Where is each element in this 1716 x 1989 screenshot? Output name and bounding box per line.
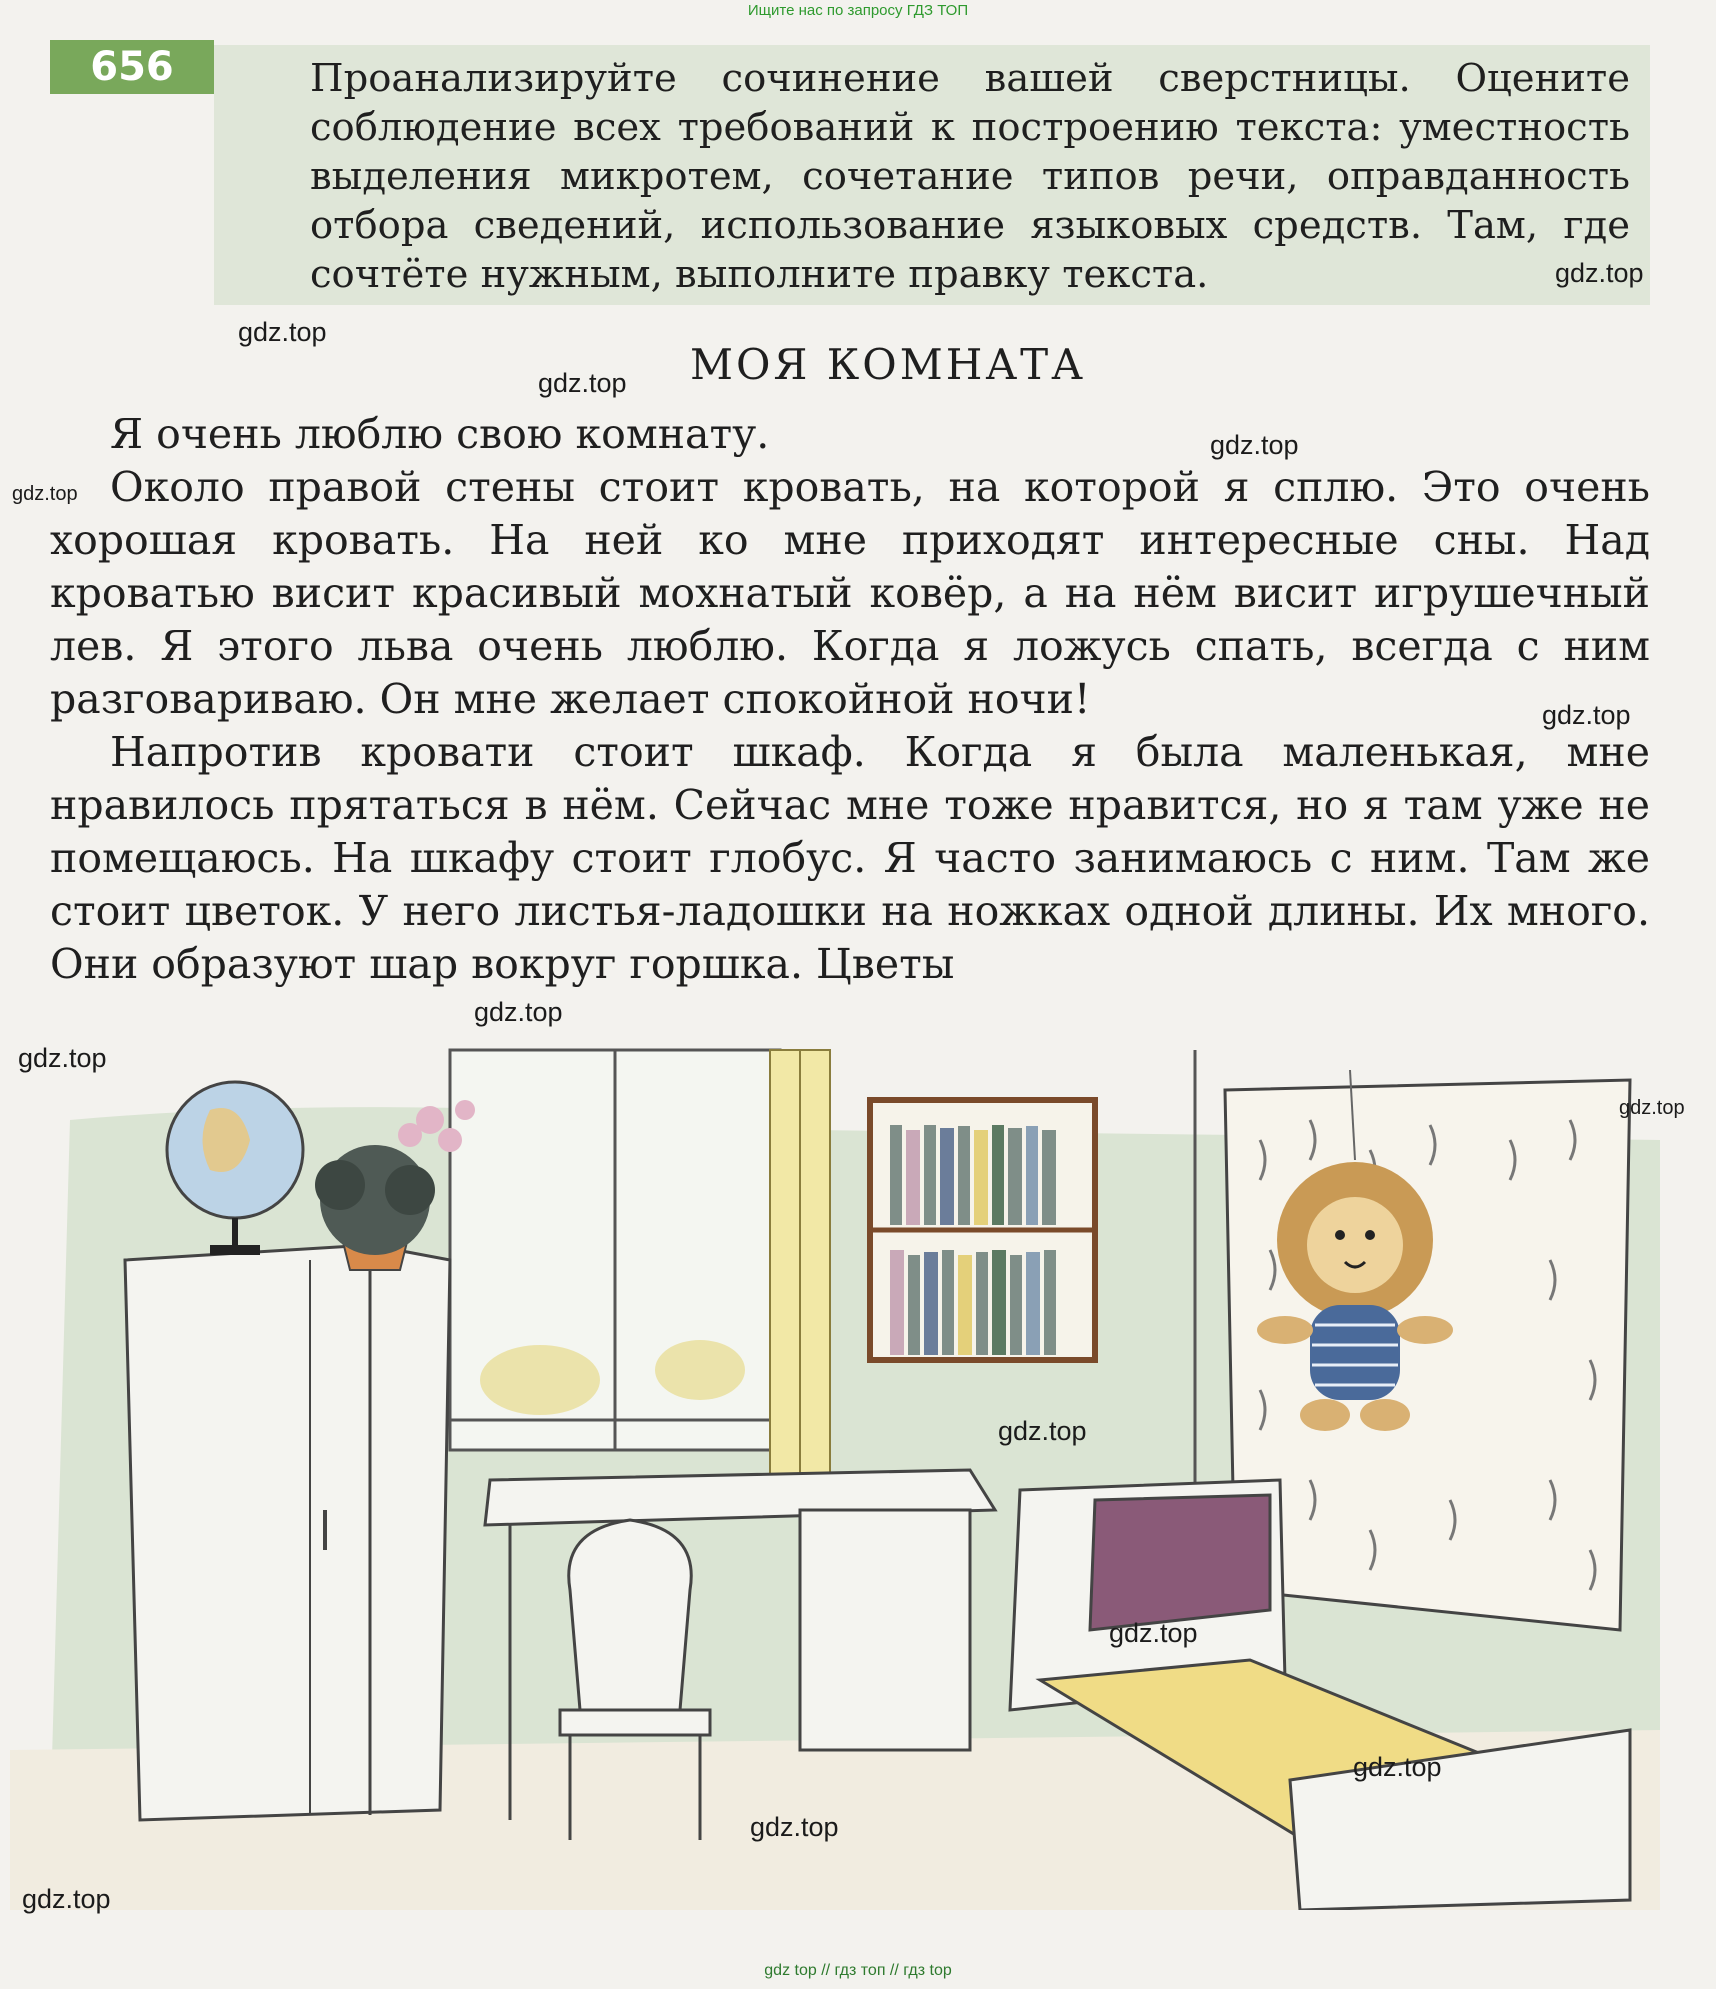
watermark: gdz.top (1353, 1752, 1442, 1782)
watermark: gdz.top (750, 1812, 839, 1842)
exercise-number: 656 (50, 40, 214, 94)
essay-title: МОЯ КОМНАТА (690, 340, 1086, 389)
watermark: gdz.top (998, 1416, 1087, 1446)
watermark: gdz.top (1555, 258, 1644, 288)
top-banner[interactable]: Ищите нас по запросу ГДЗ ТОП (747, 2, 969, 19)
essay-paragraph: Я очень люблю свою комнату. (110, 410, 770, 458)
bookshelf-icon (870, 1100, 1095, 1360)
essay-paragraph: Около правой стены стоит кровать, на которой я сплю. Это очень хорошая кровать. На ней ко мне приходят интересные сны. Над кроватью висит красивый мохнатый ковёр, а на нём висит игрушечный лев. Я этого льва очень люблю. Когда я ложусь спать, всегда с ним разговариваю. Он мне желает спокойной ночи! (50, 463, 1650, 723)
watermark: gdz.top (1542, 700, 1631, 730)
pillow-icon (1090, 1495, 1270, 1630)
watermark: gdz.top (18, 1043, 107, 1073)
wardrobe-icon (125, 1245, 450, 1820)
watermark: gdz.top (474, 997, 563, 1027)
essay-paragraph: Напротив кровати стоит шкаф. Когда я была маленькая, мне нравилось прятаться в нём. Сейчас мне тоже нравится, но я там уже не помещаюсь. На шкафу стоит глобус. Я часто занимаюсь с ним. Там же стоит цветок. У него листья-ладошки на ножках одной длины. Их много. Они образуют шар вокруг горшка. Цветы (50, 728, 1650, 988)
watermark: gdz.top (22, 1884, 111, 1914)
watermark: gdz.top (12, 483, 78, 505)
task-text: Проанализируйте сочинение вашей сверстницы. Оцените соблюдение всех требований к построению текста: уместность выделения микротем, сочетание типов речи, оправданность отбора сведений, использование языковых средств. Там, где сочтёте нужным, выполните правку текста. (310, 56, 1630, 297)
essay-text (50, 408, 1650, 991)
footer[interactable]: gdz top // гдз топ // гдз top (764, 1962, 952, 1979)
watermark: gdz.top (538, 368, 627, 398)
window-icon (450, 1050, 780, 1450)
watermark: gdz.top (1210, 430, 1299, 460)
watermark: gdz.top (1619, 1097, 1685, 1119)
rug-icon (1225, 1080, 1630, 1630)
watermark: gdz.top (238, 317, 327, 347)
watermark: gdz.top (1109, 1618, 1198, 1648)
